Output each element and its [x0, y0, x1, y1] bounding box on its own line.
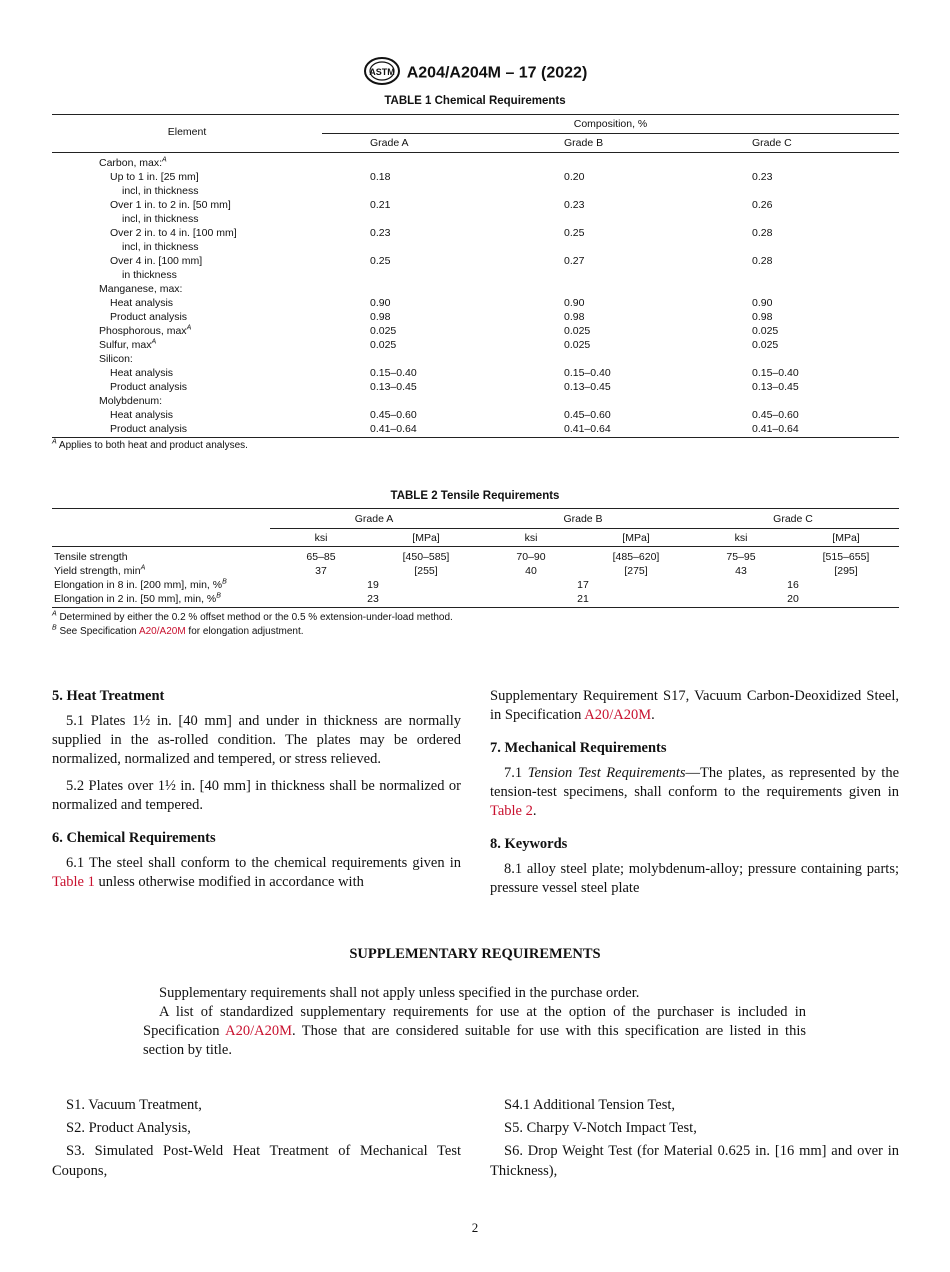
table-cell: 0.41–0.64 — [752, 423, 799, 435]
paragraph-5-2: 5.2 Plates over 1½ in. [40 mm] in thickness shall be normalized or normalized and tempered. — [52, 778, 461, 813]
table-row — [52, 310, 899, 324]
table-row — [52, 352, 899, 366]
table-row — [52, 254, 899, 268]
table-row — [52, 282, 899, 296]
table-cell: 16 — [787, 579, 799, 591]
table-cell: 70–90 — [516, 551, 546, 563]
table-cell: 0.15–0.40 — [752, 367, 799, 379]
astm-logo-icon — [363, 56, 401, 91]
row-label: Elongation in 8 in. [200 mm], min, % — [54, 579, 223, 591]
table-row: Phosphorous, $\max^A$ 0.025 0.025 0.025 — [52, 324, 899, 338]
row-label: in thickness — [122, 269, 177, 281]
row-label: Tensile strength — [54, 551, 128, 563]
unit-header: [MPa] — [412, 532, 440, 544]
row-label: incl, in thickness — [122, 241, 199, 253]
supplementary-paragraph-1: Supplementary requirements shall not apply unless specified in the purchase order. — [159, 985, 640, 1001]
table-cell: 0.45–0.60 — [564, 409, 611, 421]
row-label: Heat analysis — [110, 297, 174, 309]
page-header — [0, 56, 950, 91]
section-6-heading: 6. Chemical Requirements — [52, 830, 216, 846]
unit-header: ksi — [314, 532, 328, 544]
table-cell: 0.23 — [370, 227, 391, 239]
list-item: S2. Product Analysis, — [66, 1120, 191, 1136]
table-cell: 37 — [315, 565, 327, 577]
svg-text:ASTM: ASTM — [368, 67, 395, 77]
row-label: Product analysis — [110, 311, 188, 323]
table-cell: 0.18 — [370, 171, 391, 183]
section-8-heading: 8. Keywords — [490, 836, 568, 852]
grade-b-header: Grade B — [563, 513, 603, 525]
table-cell: 0.025 — [370, 325, 397, 337]
table-cell: 75–95 — [726, 551, 756, 563]
row-label: Over 4 in. [100 mm] — [110, 255, 203, 267]
grade-a-header: Grade A — [370, 137, 409, 149]
table-cell: 0.23 — [564, 199, 585, 211]
table-cell: 0.25 — [370, 255, 391, 267]
table-cell: 0.27 — [564, 255, 585, 267]
grade-c-header: Grade C — [752, 137, 792, 149]
table-cell: 0.45–0.60 — [370, 409, 417, 421]
table-row — [52, 212, 899, 226]
table-row: Sulfur, $\max^A$ 0.025 0.025 0.025 — [52, 338, 899, 352]
table-cell: 0.90 — [370, 297, 391, 309]
row-label: Yield strength, min — [54, 565, 141, 577]
row-label: Sulfur, max — [99, 339, 152, 351]
table-row — [52, 550, 899, 564]
table-cell: 0.20 — [564, 171, 585, 183]
table-cell: 0.41–0.64 — [370, 423, 417, 435]
list-item: S6. Drop Weight Test (for Material 0.625 in. [16 mm] and over in Thickness), — [490, 1143, 899, 1179]
table-row — [52, 296, 899, 310]
row-label: Manganese, max: — [99, 283, 183, 295]
table-row — [52, 422, 899, 436]
table-cell: 20 — [787, 593, 799, 605]
row-label: Silicon: — [99, 353, 133, 365]
table-cell: 21 — [577, 593, 589, 605]
document-title: A204/A204M – 17 (2022) — [406, 64, 588, 82]
table-row: Elongation in 2 in. [50 mm], min, %$^B$ 23 21 20 — [52, 592, 899, 606]
table-cell: 0.13–0.45 — [564, 381, 611, 393]
table-cell: 0.90 — [752, 297, 773, 309]
grade-b-header: Grade B — [564, 137, 604, 149]
table-cell: 23 — [367, 593, 379, 605]
table-row: Carbon, max:$^A$ — [52, 156, 899, 170]
paragraph-8-1: 8.1 alloy steel plate; molybdenum-alloy; pressure containing parts; pressure vessel steel plate — [490, 861, 899, 896]
table-cell: 0.025 — [752, 339, 779, 351]
table-cell: 0.41–0.64 — [564, 423, 611, 435]
table-row — [52, 170, 899, 184]
table-row — [52, 184, 899, 198]
table-cell: 0.025 — [564, 339, 591, 351]
table-cell: 0.025 — [752, 325, 779, 337]
a20-link[interactable]: A20/A20M — [584, 707, 652, 723]
table-cell: 0.25 — [564, 227, 585, 239]
table-cell: 43 — [735, 565, 747, 577]
table2-footnote-a: $^A$ Determined by either the 0.2 % offset method or the 0.5 % extension-under-load method. — [52, 610, 453, 623]
table-cell: 0.025 — [564, 325, 591, 337]
table-cell: 0.98 — [370, 311, 391, 323]
unit-header: ksi — [524, 532, 538, 544]
table-cell: 0.45–0.60 — [752, 409, 799, 421]
table-cell: [485–620] — [612, 551, 660, 563]
supplementary-paragraph-2: A list of standardized supplementary requirements for use at the option of the purchaser is included in Specification A20/A20M. Those that are considered suitable for use with this specification are listed in this section by title. — [143, 1004, 806, 1058]
table-cell: 0.28 — [752, 227, 773, 239]
unit-header: [MPa] — [832, 532, 860, 544]
table-cell: 0.025 — [370, 339, 397, 351]
table2-footnote-b: $^B$ See Specification A20/A20M for elongation adjustment. — [52, 624, 304, 637]
grade-a-header: Grade A — [354, 513, 394, 525]
right-column — [490, 687, 899, 906]
left-column — [52, 687, 461, 900]
list-item: S4.1 Additional Tension Test, — [504, 1097, 676, 1113]
table-row — [52, 366, 899, 380]
table-row — [52, 408, 899, 422]
table-cell: [450–585] — [402, 551, 450, 563]
row-label: Product analysis — [110, 423, 188, 435]
list-item: S3. Simulated Post-Weld Heat Treatment of Mechanical Test Coupons, — [52, 1143, 461, 1179]
chemical-requirements-table — [52, 114, 899, 438]
row-label: Heat analysis — [110, 409, 174, 421]
table-cell: 0.15–0.40 — [564, 367, 611, 379]
row-label: incl, in thickness — [122, 213, 199, 225]
table-cell: 19 — [367, 579, 379, 591]
table-cell: 0.23 — [752, 171, 773, 183]
unit-header: ksi — [734, 532, 748, 544]
table-cell: 65–85 — [306, 551, 336, 563]
table-row: Yield strength, $\min^A$ 37 [255] 40 [275] 43 [295] — [52, 564, 899, 578]
row-label: Carbon, max: — [99, 157, 163, 169]
row-label: Phosphorous, max — [99, 325, 187, 337]
table-cell: [515–655] — [822, 551, 870, 563]
element-header: Element — [167, 126, 207, 138]
list-item: S5. Charpy V-Notch Impact Test, — [504, 1120, 697, 1136]
table-row — [52, 394, 899, 408]
section-7-heading: 7. Mechanical Requirements — [490, 740, 667, 756]
row-label: incl, in thickness — [122, 185, 199, 197]
composition-header: Composition, % — [573, 118, 648, 130]
table-cell: 0.13–0.45 — [370, 381, 417, 393]
table-row — [52, 380, 899, 394]
paragraph-6-1-continued: Supplementary Requirement S17, Vacuum Carbon-Deoxidized Steel, in Specification A20/A20M. — [490, 688, 899, 723]
table-cell: 0.90 — [564, 297, 585, 309]
table-cell: [275] — [624, 565, 648, 577]
paragraph-7-1: 7.1 Tension Test Requirements—The plates, as represented by the tension-test specimens, shall conform to the requirements given in Table 2. — [490, 765, 900, 819]
table-cell: 0.15–0.40 — [370, 367, 417, 379]
row-label: Up to 1 in. [25 mm] — [110, 171, 199, 183]
grade-c-header: Grade C — [773, 513, 813, 525]
row-label: Elongation in 2 in. [50 mm], min, % — [54, 593, 217, 605]
table-cell: 0.21 — [370, 199, 391, 211]
a20-link[interactable]: A20/A20M — [138, 626, 186, 637]
table-cell: 17 — [577, 579, 589, 591]
supplementary-list-right — [490, 1095, 899, 1184]
paragraph-5-1: 5.1 Plates 1½ in. [40 mm] and under in thickness are normally supplied in the as-rolled condition. The plates may be ordered normalized, normalized and tempered, or stress relieved. — [52, 713, 461, 767]
row-label: Over 2 in. to 4 in. [100 mm] — [110, 227, 237, 239]
table1-footnote: $^A$ Applies to both heat and product analyses. — [52, 438, 248, 451]
page-number: 2 — [471, 1220, 479, 1235]
table1-caption: TABLE 1 Chemical Requirements — [384, 95, 566, 107]
table-cell: 40 — [525, 565, 537, 577]
table2-link[interactable]: Table 2 — [490, 803, 533, 819]
table-cell: [255] — [414, 565, 438, 577]
table-cell: 0.13–0.45 — [752, 381, 799, 393]
table2-caption: TABLE 2 Tensile Requirements — [390, 490, 560, 502]
supplementary-intro — [143, 984, 806, 1060]
row-label: Heat analysis — [110, 367, 174, 379]
table-cell: [295] — [834, 565, 858, 577]
list-item: S1. Vacuum Treatment, — [66, 1097, 202, 1113]
table-row — [52, 226, 899, 240]
tensile-requirements-table — [52, 508, 899, 608]
table1-link[interactable]: Table 1 — [52, 874, 95, 890]
table-cell: 0.28 — [752, 255, 773, 267]
row-label: Product analysis — [110, 381, 188, 393]
table-cell: 0.98 — [564, 311, 585, 323]
table-row: Elongation in 8 in. [200 mm], min, %$^B$ 19 17 16 — [52, 578, 899, 592]
supplementary-list-left — [52, 1095, 461, 1184]
table-cell: 0.98 — [752, 311, 773, 323]
a20-link[interactable]: A20/A20M — [225, 1023, 292, 1039]
supplementary-title: SUPPLEMENTARY REQUIREMENTS — [349, 946, 601, 962]
unit-header: [MPa] — [622, 532, 650, 544]
row-label: Over 1 in. to 2 in. [50 mm] — [110, 199, 231, 211]
table-row — [52, 240, 899, 254]
table-row — [52, 198, 899, 212]
table-cell: 0.26 — [752, 199, 773, 211]
section-5-heading: 5. Heat Treatment — [52, 688, 165, 704]
table-row — [52, 268, 899, 282]
paragraph-6-1: 6.1 The steel shall conform to the chemical requirements given in Table 1 unless otherwise modified in accordance with — [52, 855, 461, 890]
row-label: Molybdenum: — [99, 395, 163, 407]
